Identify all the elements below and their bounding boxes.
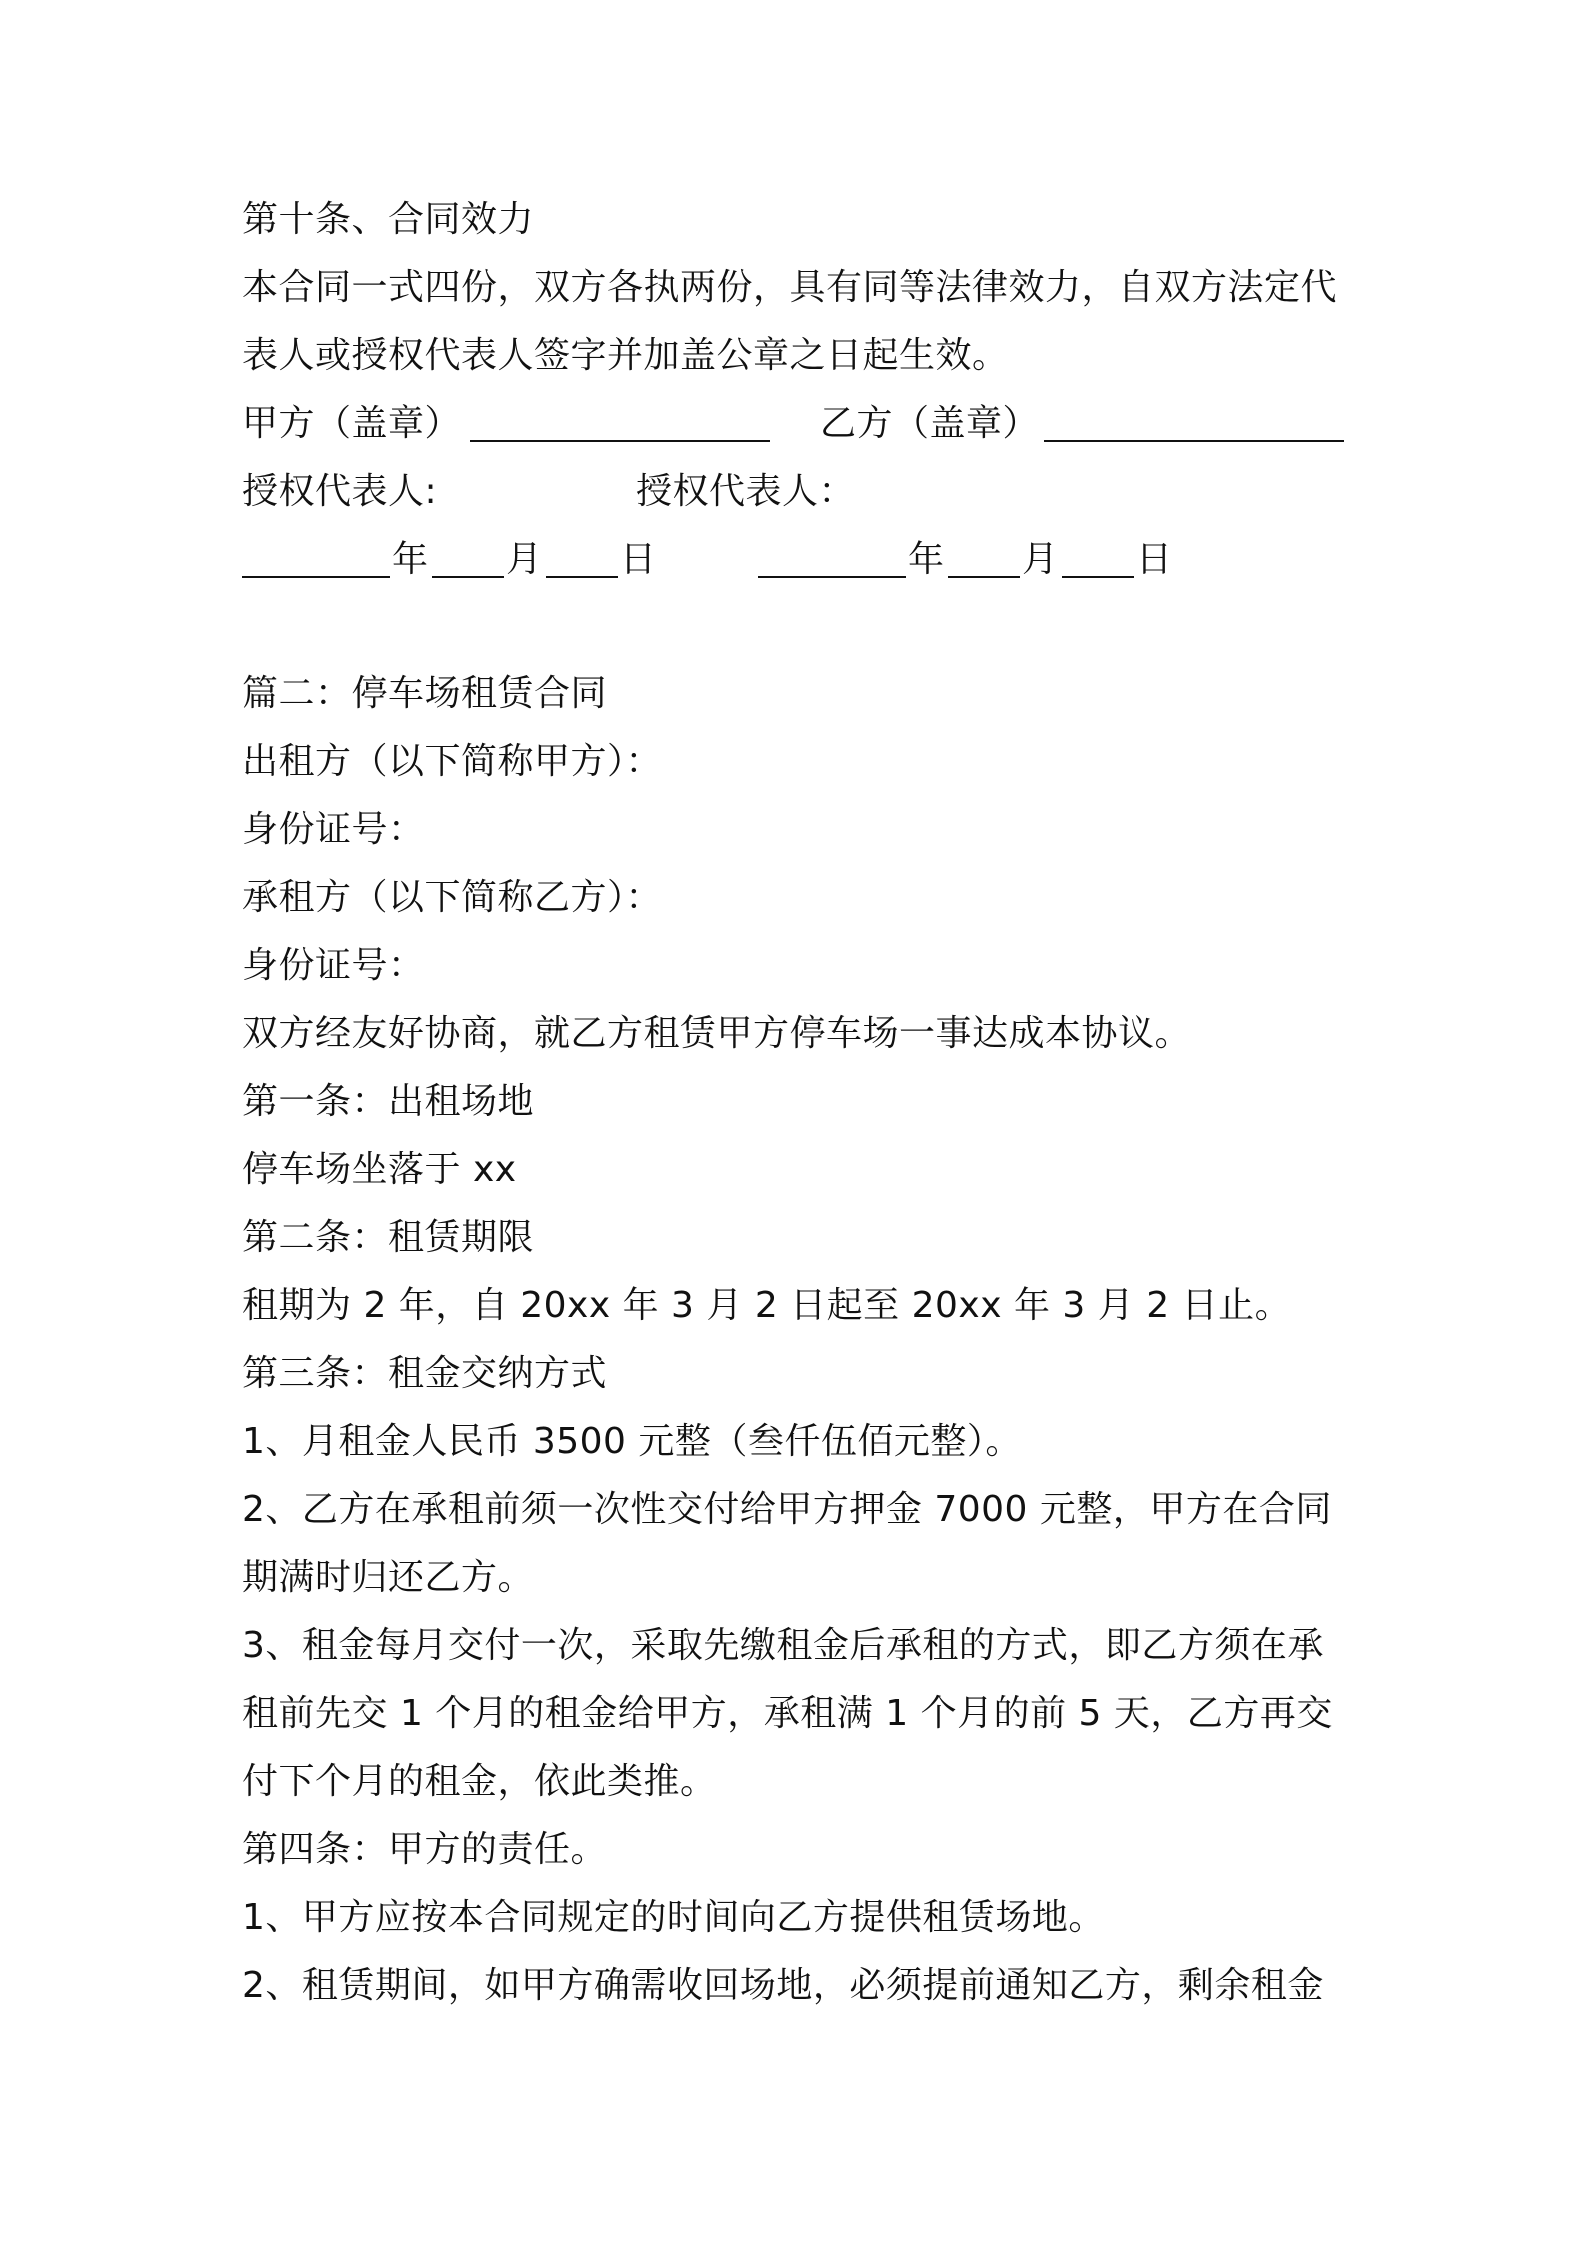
article-text: 租期为 2 年，自 20xx 年 3 月 2 日起至 20xx 年 3 月 2 日止。 — [242, 1285, 1292, 1326]
party-a-seal-label: 甲方（盖章） — [242, 403, 462, 444]
day-b-blank — [1062, 542, 1134, 578]
article-heading: 第二条：租赁期限 — [242, 1217, 535, 1258]
article-heading: 第一条：出租场地 — [242, 1081, 535, 1122]
party-b-seal-blank — [1044, 406, 1344, 442]
section-heading: 第十条、合同效力 — [242, 199, 535, 240]
rep-b-label: 授权代表人： — [636, 471, 856, 512]
intro-line: 双方经友好协商，就乙方租赁甲方停车场一事达成本协议。 — [242, 1013, 1192, 1054]
month-a-blank — [432, 542, 504, 578]
date-row — [242, 538, 1352, 582]
article-item: 1、甲方应按本合同规定的时间向乙方提供租赁场地。 — [242, 1897, 1105, 1938]
party-a-seal-blank — [470, 406, 770, 442]
paragraph-line: 本合同一式四份，双方各执两份，具有同等法律效力，自双方法定代 — [242, 267, 1338, 308]
article-text: 停车场坐落于 xx — [242, 1149, 517, 1190]
article-item-continued: 期满时归还乙方。 — [242, 1557, 535, 1598]
article-item: 2、乙方在承租前须一次性交付给甲方押金 7000 元整，甲方在合同 — [242, 1489, 1332, 1530]
article-item: 3、租金每月交付一次，采取先缴租金后承租的方式，即乙方须在承 — [242, 1625, 1324, 1666]
day-a-label: 日 — [620, 539, 657, 580]
article-item-continued: 租前先交 1 个月的租金给甲方，承租满 1 个月的前 5 天，乙方再交 — [242, 1693, 1333, 1734]
rep-a-label: 授权代表人: — [242, 471, 438, 512]
year-a-label: 年 — [392, 539, 429, 580]
rep-row — [242, 470, 1352, 514]
article-heading: 第三条：租金交纳方式 — [242, 1353, 608, 1394]
month-b-blank — [948, 542, 1020, 578]
year-b-blank — [758, 542, 906, 578]
day-b-label: 日 — [1136, 539, 1173, 580]
year-b-label: 年 — [908, 539, 945, 580]
month-a-label: 月 — [506, 539, 543, 580]
id-number-line: 身份证号： — [242, 809, 425, 850]
lessee-line: 承租方（以下简称乙方）： — [242, 877, 663, 918]
contract-title: 篇二：停车场租赁合同 — [242, 673, 608, 714]
seal-row — [242, 402, 1352, 446]
article-item-continued: 付下个月的租金，依此类推。 — [242, 1761, 717, 1802]
party-b-seal-label: 乙方（盖章） — [820, 403, 1040, 444]
paragraph-line: 表人或授权代表人签字并加盖公章之日起生效。 — [242, 335, 1009, 376]
month-b-label: 月 — [1022, 539, 1059, 580]
article-item: 2、租赁期间，如甲方确需收回场地，必须提前通知乙方，剩余租金 — [242, 1965, 1324, 2006]
article-heading: 第四条：甲方的责任。 — [242, 1829, 608, 1870]
year-a-blank — [242, 542, 390, 578]
lessor-line: 出租方（以下简称甲方）： — [242, 741, 663, 782]
article-item: 1、月租金人民币 3500 元整（叁仟伍佰元整）。 — [242, 1421, 1022, 1462]
day-a-blank — [546, 542, 618, 578]
id-number-line: 身份证号： — [242, 945, 425, 986]
